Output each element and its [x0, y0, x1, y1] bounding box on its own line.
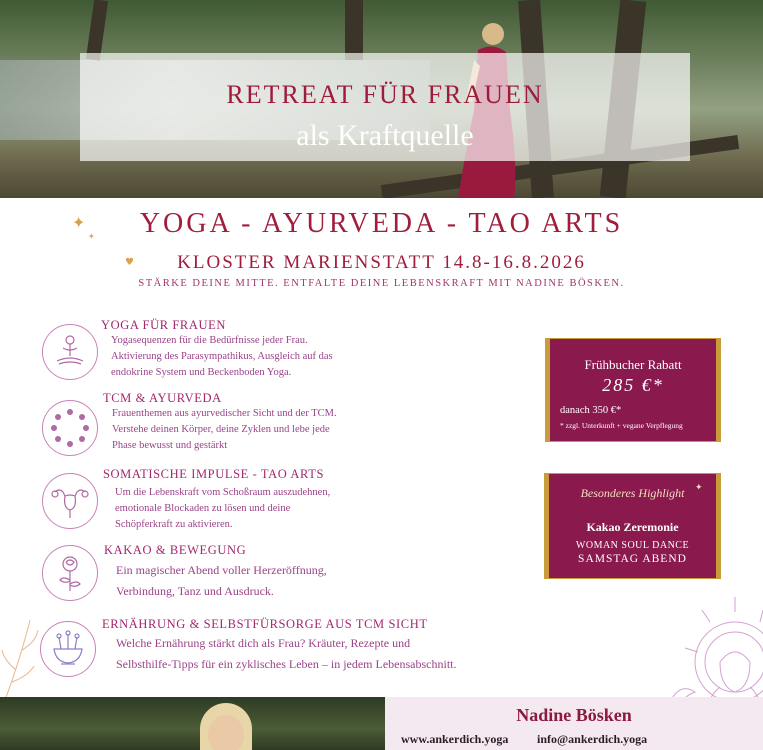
feature-body-tao: Um die Lebenskraft vom Schoßraum auszudehnen, emotionale Blockaden zu lösen und deine Schöpferkraft zu aktivieren. — [115, 487, 331, 530]
contact-panel — [385, 697, 763, 750]
nadine-photo — [0, 697, 385, 750]
moon-phases-icon — [42, 400, 98, 456]
highlight-line2: SAMSTAG ABEND — [578, 553, 687, 565]
email-link[interactable]: info@ankerdich.yoga — [537, 732, 648, 746]
heart-icon: ♥ — [125, 257, 134, 268]
website-link[interactable]: www.ankerdich.yoga — [401, 732, 509, 746]
price-note: * zzgl. Unterkunft + vegane Verpflegung — [560, 421, 683, 430]
feature-body-yoga: Yogasequenzen für die Bedürfnisse jeder Frau. Aktivierung des Parasympathikus, Ausgleich auf das endokrine System und Beckenboden Yoga. — [111, 335, 333, 378]
highlight-title: Kakao Zeremonie — [586, 520, 679, 534]
feature-title-yoga: YOGA FÜR FRAUEN — [101, 318, 226, 332]
feature-title-tcm: TCM & AYURVEDA — [103, 391, 222, 405]
leaf-decoration-icon — [0, 610, 40, 700]
sparkle-icon: ✦ — [695, 482, 703, 492]
herbal-bowl-icon — [40, 621, 96, 677]
feature-body-kakao: Ein magischer Abend voller Herzeröffnung, Verbindung, Tanz und Ausdruck. — [116, 563, 327, 598]
hero-title: RETREAT FÜR FRAUEN — [226, 80, 544, 109]
rose-icon — [42, 545, 98, 601]
highlight-label: Besonderes Highlight — [580, 486, 685, 500]
highlight-card — [544, 473, 721, 579]
price-card — [545, 338, 721, 442]
sparkle-icon: ✦ — [72, 213, 86, 232]
sparkle-icon: ✦ — [88, 232, 95, 241]
feature-title-tao: SOMATISCHE IMPULSE - TAO ARTS — [103, 467, 325, 481]
feature-title-kakao: KAKAO & BEWEGUNG — [104, 543, 247, 557]
location-date: KLOSTER MARIENSTATT 14.8-16.8.2026 — [177, 252, 586, 273]
tagline: STÄRKE DEINE MITTE. ENTFALTE DEINE LEBENSKRAFT MIT NADINE BÖSKEN. — [138, 278, 625, 289]
feature-body-tcm: Frauenthemen aus ayurvedischer Sicht und der TCM. Verstehe deinen Körper, deine Zyklen und lebe jede Phase bewusst und gestärkt — [112, 408, 337, 451]
feature-title-ernaehrung: ERNÄHRUNG & SELBSTFÜRSORGE AUS TCM SICHT — [102, 617, 428, 631]
headline: YOGA - AYURVEDA - TAO ARTS — [139, 208, 624, 239]
hero-title-box — [80, 53, 690, 161]
hero-subtitle: als Kraftquelle — [296, 119, 474, 152]
highlight-line1: WOMAN SOUL DANCE — [575, 540, 690, 551]
price-later: danach 350 €* — [560, 405, 622, 416]
price-label: Frühbucher Rabatt — [584, 357, 682, 372]
meditation-icon — [42, 324, 98, 380]
contact-name: Nadine Bösken — [516, 705, 632, 725]
feature-body-ernaehrung: Welche Ernährung stärkt dich als Frau? Kräuter, Rezepte und Selbsthilfe-Tipps für ein zyklisches Leben – in jedem Lebensabschnitt. — [116, 636, 457, 671]
hero-photo — [0, 0, 763, 198]
uterus-icon — [42, 473, 98, 529]
price-value: 285 €* — [602, 375, 664, 395]
